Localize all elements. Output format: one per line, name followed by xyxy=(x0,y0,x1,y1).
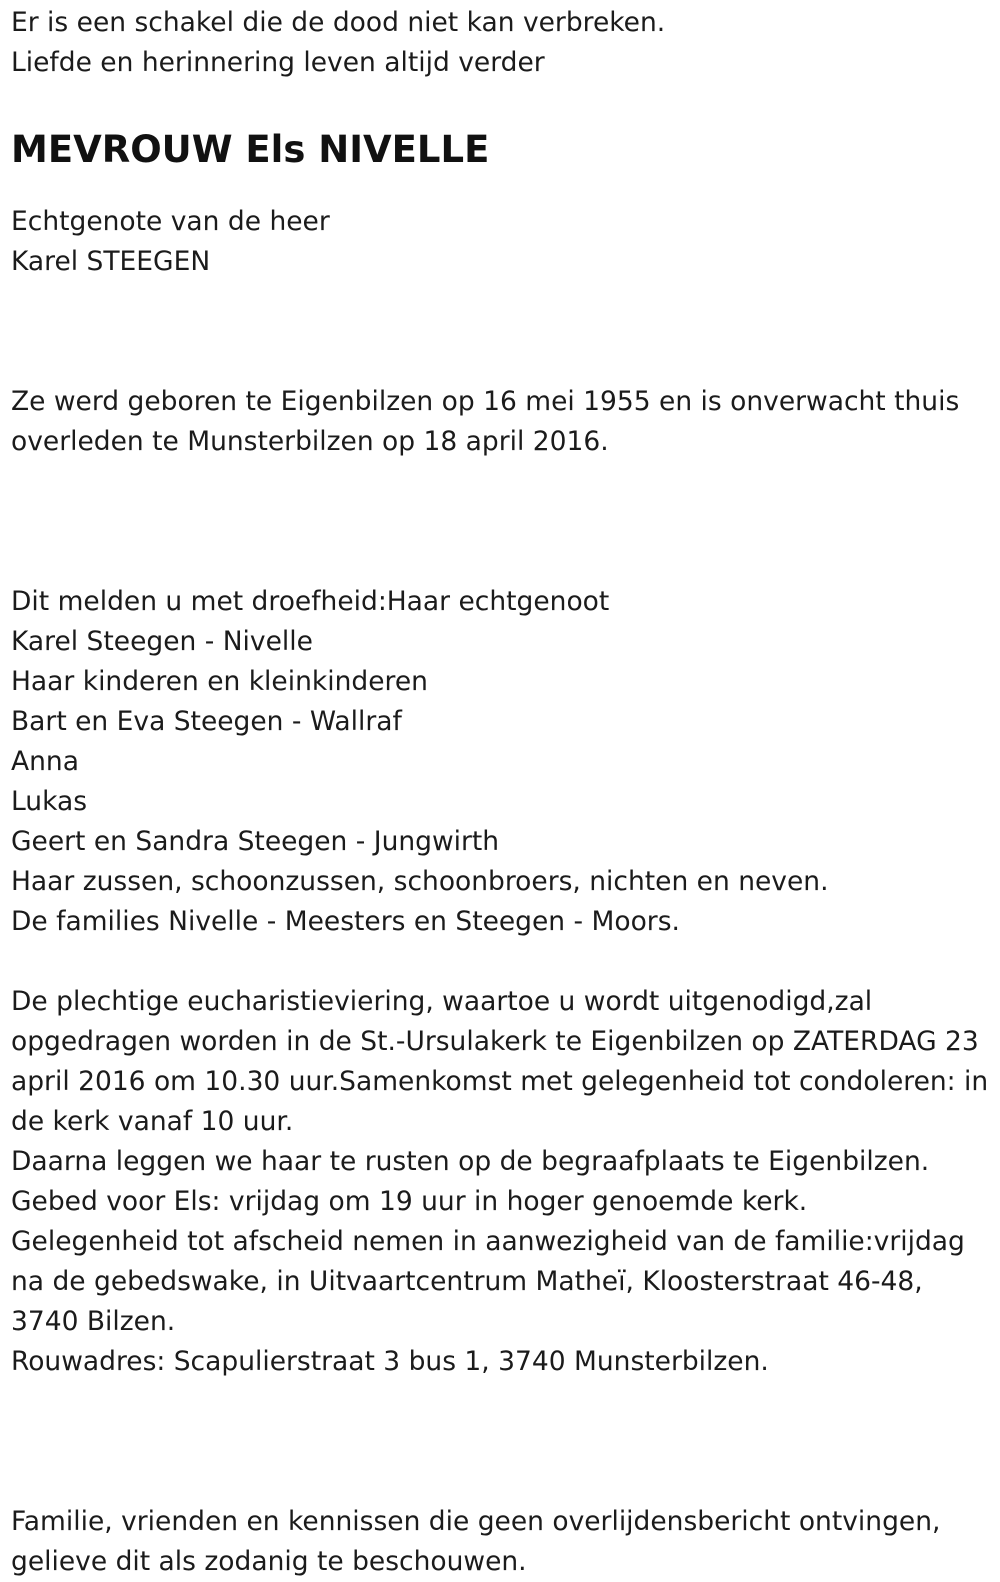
obituary-document xyxy=(11,3,996,1582)
motto-section xyxy=(11,3,996,83)
family-section xyxy=(11,582,996,942)
family-line: Bart en Eva Steegen - Wallraf xyxy=(11,706,402,737)
family-line: De families Nivelle - Meesters en Steegen - Moors. xyxy=(11,906,680,937)
ceremony-line: Gelegenheid tot afscheid nemen in aanwezigheid van de familie:vrijdag xyxy=(11,1226,965,1257)
family-line: Haar zussen, schoonzussen, schoonbroers, nichten en neven. xyxy=(11,866,829,897)
ceremony-line: opgedragen worden in de St.-Ursulakerk te Eigenbilzen op ZATERDAG 23 xyxy=(11,1026,979,1057)
family-line: Karel Steegen - Nivelle xyxy=(11,626,313,657)
ceremony-line: De plechtige eucharistieviering, waartoe u wordt uitgenodigd,zal xyxy=(11,986,873,1017)
motto-line: Er is een schakel die de dood niet kan verbreken. xyxy=(11,7,666,38)
closing-line: Familie, vrienden en kennissen die geen overlijdensbericht ontvingen, xyxy=(11,1506,941,1537)
family-line: Anna xyxy=(11,746,79,777)
closing-section xyxy=(11,1502,996,1582)
birth-death-line: Ze werd geboren te Eigenbilzen op 16 mei 1955 en is onverwacht thuis xyxy=(11,386,960,417)
ceremony-line: na de gebedswake, in Uitvaartcentrum Matheï, Kloosterstraat 46-48, xyxy=(11,1266,923,1297)
ceremony-line: april 2016 om 10.30 uur.Samenkomst met gelegenheid tot condoleren: in xyxy=(11,1066,989,1097)
family-line: Dit melden u met droefheid:Haar echtgenoot xyxy=(11,586,610,617)
family-line: Haar kinderen en kleinkinderen xyxy=(11,666,428,697)
spouse-line: Karel STEEGEN xyxy=(11,246,211,277)
ceremony-section xyxy=(11,982,996,1382)
birth-death-line: overleden te Munsterbilzen op 18 april 2016. xyxy=(11,426,609,457)
family-line: Geert en Sandra Steegen - Jungwirth xyxy=(11,826,500,857)
ceremony-line: Gebed voor Els: vrijdag om 19 uur in hoger genoemde kerk. xyxy=(11,1186,808,1217)
ceremony-line: de kerk vanaf 10 uur. xyxy=(11,1106,294,1137)
ceremony-line: 3740 Bilzen. xyxy=(11,1306,176,1337)
family-line: Lukas xyxy=(11,786,88,817)
closing-line: gelieve dit als zodanig te beschouwen. xyxy=(11,1546,527,1577)
spouse-section xyxy=(11,202,996,282)
spouse-line: Echtgenote van de heer xyxy=(11,206,330,237)
deceased-name: MEVROUW Els NIVELLE xyxy=(11,128,490,171)
ceremony-line: Daarna leggen we haar te rusten op de begraafplaats te Eigenbilzen. xyxy=(11,1146,930,1177)
motto-line: Liefde en herinnering leven altijd verder xyxy=(11,47,545,78)
ceremony-line: Rouwadres: Scapulierstraat 3 bus 1, 3740 Munsterbilzen. xyxy=(11,1346,769,1377)
birth-death-section xyxy=(11,382,996,462)
